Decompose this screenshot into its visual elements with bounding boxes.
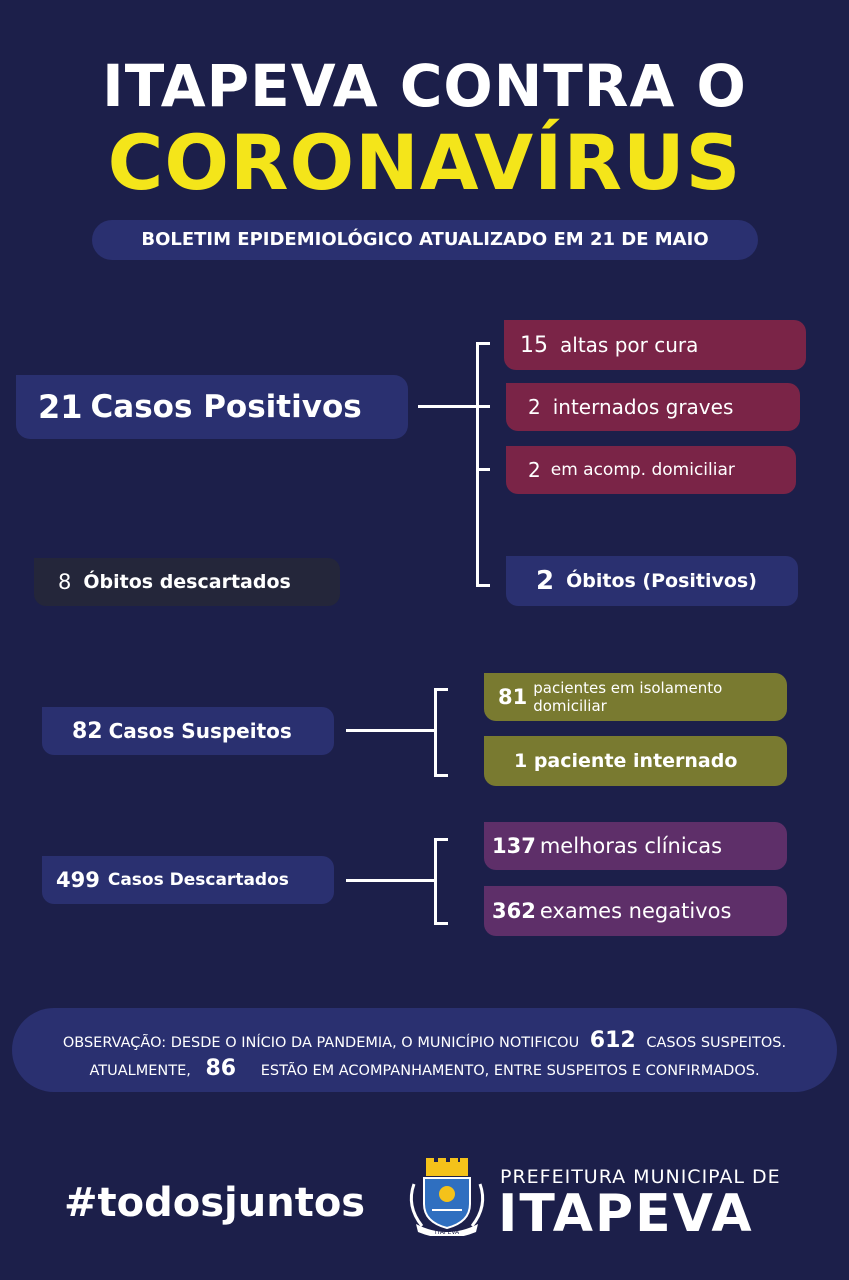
home-isolation-label [533,679,722,715]
bulletin-date-banner: BOLETIM EPIDEMIOLÓGICO ATUALIZADO EM 21 DE MAIO [92,220,758,260]
positive-deaths-box [506,556,798,606]
hashtag: #todosjuntos [64,1180,366,1226]
title-line-1: ITAPEVA CONTRA O [102,52,747,120]
hospitalized-suspect-label: 1 paciente internado [514,750,738,772]
home-monitoring-label: em acomp. domiciliar [550,460,735,480]
connector-suspected-h [346,729,436,732]
connector-positive-tick-4 [476,584,490,587]
connector-positive-h [418,405,478,408]
severe-hospitalized-box [506,383,800,431]
observation-line1-prefix: OBSERVAÇÃO: DESDE O INÍCIO DA PANDEMIA, O MUNICÍPIO NOTIFICOU [62,1035,580,1051]
positive-cases-label: Casos Positivos [90,389,362,425]
monitoring-count: 86 [205,1056,237,1081]
suspected-cases-box [42,707,334,755]
notified-suspected-count: 612 [589,1028,636,1053]
observation-line2-prefix: ATUALMENTE, [89,1063,191,1079]
negative-tests-box [484,886,787,936]
observation-note [12,1008,837,1092]
connector-positive-v [476,342,479,587]
observation-line-1 [12,1028,837,1053]
discarded-deaths-label: Óbitos descartados [83,571,291,593]
discarded-cases-count: 499 [56,868,100,892]
connector-suspected-v [434,688,437,777]
connector-positive-tick-3 [476,468,490,471]
prefeitura-line-2: ITAPEVA [498,1184,754,1244]
clinical-improvement-count: 137 [492,834,536,858]
connector-suspected-tick-1 [434,688,448,691]
clinical-improvement-box [484,822,787,870]
connector-positive-tick-2 [476,405,490,408]
municipal-coat-of-arms-icon [402,1156,492,1236]
hospitalized-suspect-box [484,736,787,786]
suspected-cases-label: Casos Suspeitos [108,719,292,743]
recovered-count: 15 [520,332,548,358]
connector-discarded-tick-2 [434,922,448,925]
clinical-improvement-label: melhoras clínicas [539,834,723,858]
suspected-cases-count: 82 [72,718,103,744]
home-isolation-box [484,673,787,721]
discarded-cases-label: Casos Descartados [107,870,289,890]
positive-cases-box [16,375,408,439]
connector-positive-tick-1 [476,342,490,345]
connector-suspected-tick-2 [434,774,448,777]
discarded-deaths-count: 8 [58,570,72,594]
positive-cases-count: 21 [38,388,83,426]
home-monitoring-count: 2 [528,458,541,482]
recovered-label: altas por cura [560,333,699,357]
negative-tests-count: 362 [492,899,536,923]
discarded-deaths-box [34,558,340,606]
connector-discarded-tick-1 [434,838,448,841]
observation-line-2 [12,1056,837,1081]
home-monitoring-box [506,446,796,494]
observation-line2-suffix: ESTÃO EM ACOMPANHAMENTO, ENTRE SUSPEITOS E CONFIRMADOS. [260,1063,760,1079]
severe-hospitalized-label: internados graves [552,395,734,419]
home-isolation-label-line1: pacientes em isolamento [533,679,723,697]
recovered-box [504,320,806,370]
crest-ribbon-text: ITAPEVA [434,1229,460,1236]
home-isolation-count: 81 [498,685,528,709]
connector-discarded-v [434,838,437,925]
positive-deaths-label: Óbitos (Positivos) [566,570,757,592]
prefeitura-line-1: PREFEITURA MUNICIPAL DE [500,1166,781,1188]
severe-hospitalized-count: 2 [528,395,541,419]
observation-line1-suffix: CASOS SUSPEITOS. [646,1035,787,1051]
discarded-cases-box [42,856,334,904]
positive-deaths-count: 2 [536,566,555,596]
connector-discarded-h [346,879,436,882]
title-line-2: CORONAVÍRUS [107,118,742,207]
negative-tests-label: exames negativos [539,899,732,923]
home-isolation-label-line2: domiciliar [533,697,607,715]
